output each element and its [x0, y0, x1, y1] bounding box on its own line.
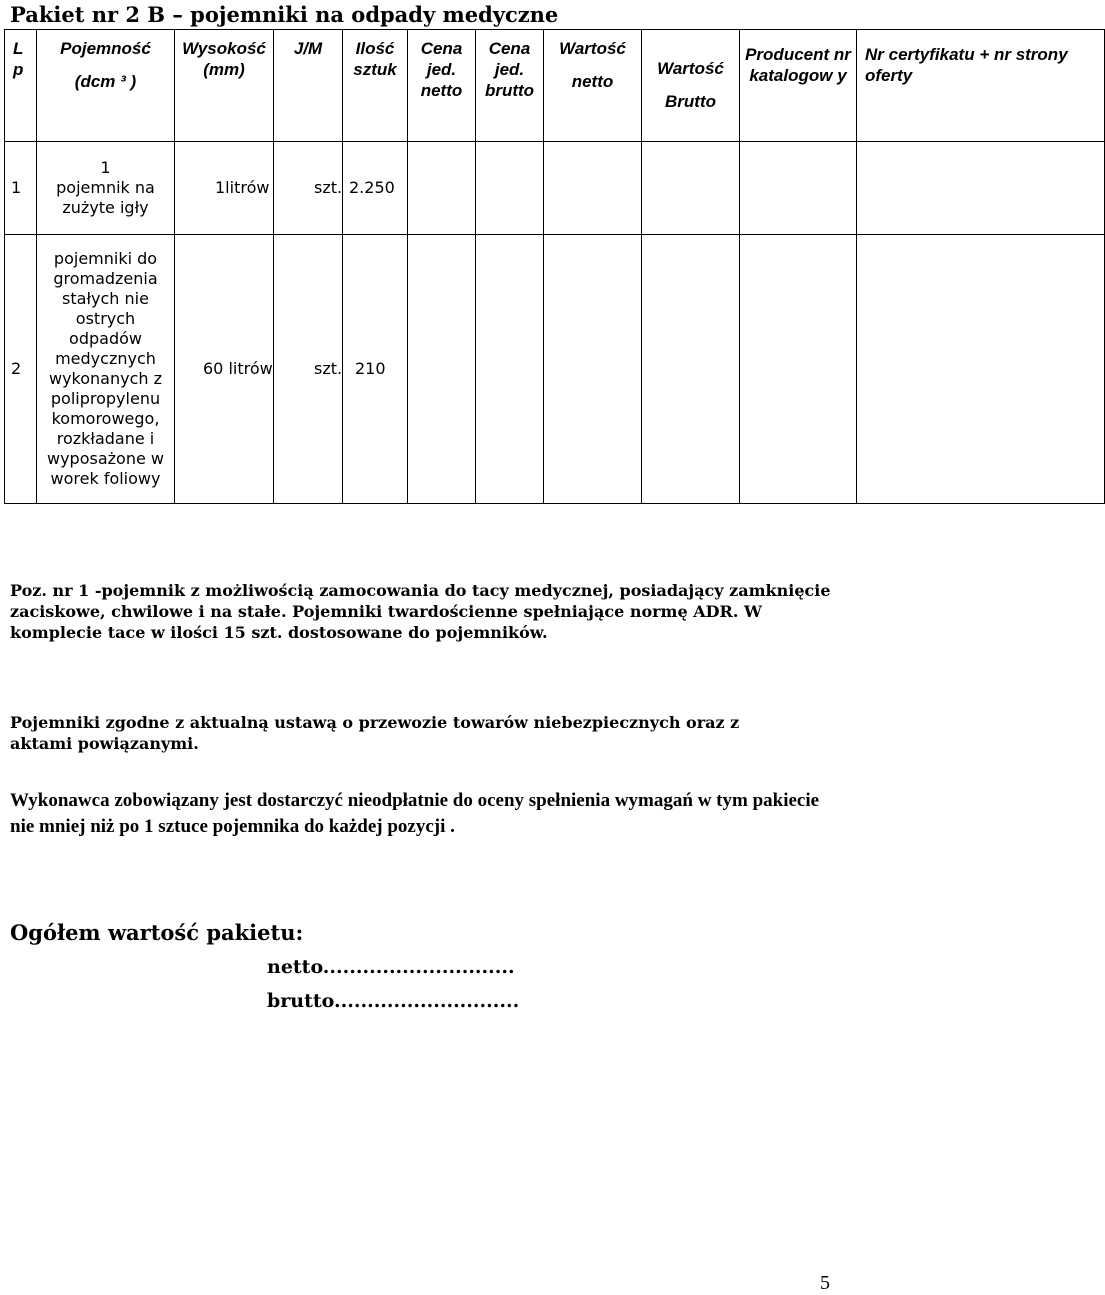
item-quantity-text: 2.250	[349, 178, 395, 197]
header-producer: Producent nr katalogow y	[740, 30, 857, 142]
page-title: Pakiet nr 2 B – pojemniki na odpady medyczne	[10, 2, 559, 27]
cell-producer	[740, 142, 857, 235]
item-unit-text: szt.	[314, 359, 343, 378]
item-unit-text: szt.	[314, 178, 343, 197]
item-size-text: 1litrów	[215, 178, 270, 197]
cell-unit-net	[408, 235, 476, 504]
table-header-row	[5, 30, 1105, 142]
header-certificate: Nr certyfikatu + nr strony oferty	[857, 30, 1105, 142]
item-name-cell	[37, 142, 175, 235]
item-size	[175, 235, 274, 504]
header-unit-price-gross: Cena jed. brutto	[476, 30, 544, 142]
header-height: Wysokość (mm)	[175, 30, 274, 142]
header-value-gross-sub: Brutto	[665, 92, 716, 111]
header-unit-price-net: Cena jed. netto	[408, 30, 476, 142]
header-unit: J/M	[274, 30, 343, 142]
cell-value-net	[544, 235, 642, 504]
note-compliance: Pojemniki zgodne z aktualną ustawą o przewozie towarów niebezpiecznych oraz z aktami powiązanymi.	[10, 713, 740, 753]
table-row	[5, 142, 1105, 235]
header-capacity	[37, 30, 175, 142]
header-value-net	[544, 30, 642, 142]
item-unit	[274, 235, 343, 504]
row-number: 1	[5, 142, 37, 235]
row-number: 2	[5, 235, 37, 504]
cell-unit-gross	[476, 142, 544, 235]
table-row	[5, 235, 1105, 504]
cell-certificate	[857, 235, 1105, 504]
item-size-text: 60 litrów	[203, 359, 273, 378]
header-lp: L p	[5, 30, 37, 142]
item-number: 1	[100, 158, 111, 177]
header-capacity-label: Pojemność	[60, 39, 151, 58]
header-quantity: Ilość sztuk	[343, 30, 408, 142]
header-value-net-sub: netto	[571, 72, 614, 91]
header-value-gross-label: Wartość	[657, 59, 724, 78]
cell-unit-net	[408, 142, 476, 235]
note-samples: Wykonawca zobowiązany jest dostarczyć nieodpłatnie do oceny spełnienia wymagań w tym pakiecie nie mniej niż po 1 sztuce pojemnika do każdej pozycji .	[10, 790, 820, 837]
note-position-1: Poz. nr 1 -pojemnik z możliwością zamocowania do tacy medycznej, posiadający zamknięcie zaciskowe, chwilowe i na stałe. Pojemniki twardościenne spełniające normę ADR. W komplecie tace w ilości 15 szt. dostosowane do pojemników.	[10, 581, 831, 642]
cell-producer	[740, 235, 857, 504]
page-number: 5	[820, 1272, 830, 1294]
item-size	[175, 142, 274, 235]
total-brutto: brutto............................	[267, 990, 520, 1012]
cell-value-gross	[642, 142, 740, 235]
cell-value-gross	[642, 235, 740, 504]
item-unit	[274, 142, 343, 235]
cell-unit-gross	[476, 235, 544, 504]
header-value-gross	[642, 30, 740, 142]
item-quantity	[343, 235, 408, 504]
cell-certificate	[857, 142, 1105, 235]
cell-value-net	[544, 142, 642, 235]
pricing-table	[4, 29, 1105, 504]
header-value-net-label: Wartość	[559, 39, 626, 58]
total-label: Ogółem wartość pakietu:	[10, 920, 304, 945]
item-quantity	[343, 142, 408, 235]
header-capacity-unit: (dcm ³ )	[74, 72, 137, 91]
item-quantity-text: 210	[355, 359, 386, 378]
item-name: pojemniki do gromadzenia stałych nie ostrych odpadów medycznych wykonanych z polipropylenu komorowego, rozkładane i wyposażone w worek foliowy	[37, 235, 175, 504]
item-name: pojemnik na zużyte igły	[56, 178, 155, 217]
total-netto: netto.............................	[267, 956, 515, 978]
